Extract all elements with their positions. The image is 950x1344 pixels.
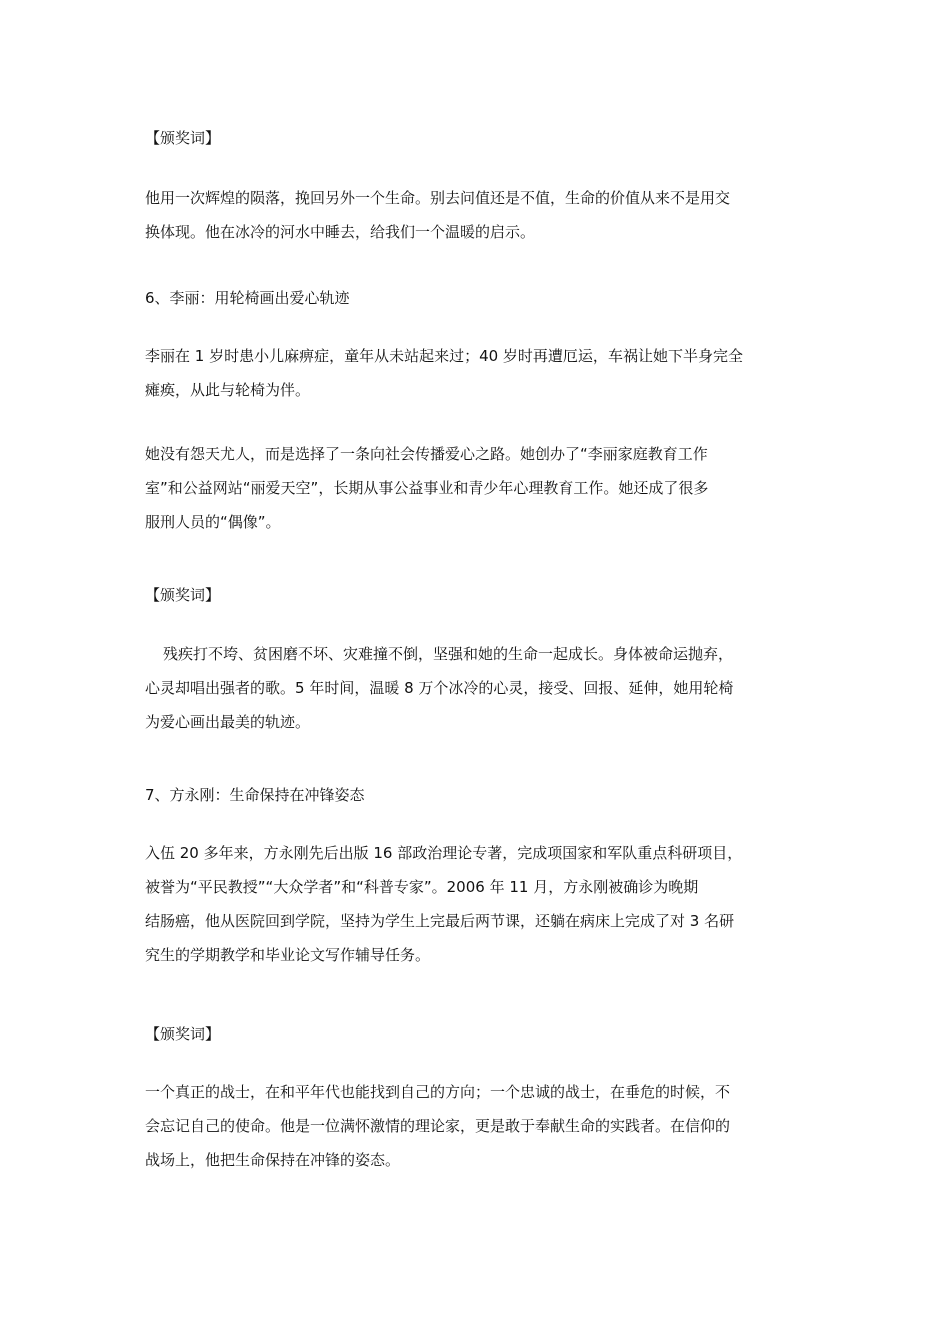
award-heading-1: 【颁奖词】 <box>145 129 221 147</box>
section-6-para-2: 她没有怨天尤人，而是选择了一条向社会传播爱心之路。她创办了“李丽家庭教育工作 室”和公益网站“丽爱天空”，长期从事公益事业和青少年心理教育工作。她还成了很多 服刑人员的“偶像”。 <box>145 445 709 531</box>
award-heading-3: 【颁奖词】 <box>145 1025 221 1043</box>
section-title-7: 7、方永刚：生命保持在冲锋姿态 <box>145 786 365 804</box>
award-text-1: 他用一次辉煌的陨落，挽回另外一个生命。别去问值还是不值，生命的价值从来不是用交 换体现。他在冰冷的河水中睡去，给我们一个温暖的启示。 <box>145 189 731 241</box>
section-title-6: 6、李丽：用轮椅画出爱心轨迹 <box>145 289 350 307</box>
section-7-para-1: 入伍 20 多年来，方永刚先后出版 16 部政治理论专著，完成项国家和军队重点科研项目， 被誉为“平民教授”“大众学者”和“科普专家”。2006 年 11 月，方永刚被确诊为晚期 结肠癌，他从医院回到学院，坚持为学生上完最后两节课，还躺在病床上完成了对 3 名研 究生的学期教学和毕业论文写作辅导任务。 <box>145 844 743 964</box>
section-6-para-1: 李丽在 1 岁时患小儿麻痹症，童年从未站起来过；40 岁时再遭厄运，车祸让她下半身完全 瘫痪，从此与轮椅为伴。 <box>145 347 743 399</box>
award-text-2: 残疾打不垮、贫困磨不坏、灾难撞不倒，坚强和她的生命一起成长。身体被命运抛弃， 心灵却唱出强者的歌。5 年时间，温暖 8 万个冰冷的心灵，接受、回报、延伸，她用轮椅 为爱心画出最美的轨迹。 <box>145 645 734 731</box>
award-heading-2: 【颁奖词】 <box>145 586 221 604</box>
award-text-3: 一个真正的战士，在和平年代也能找到自己的方向；一个忠诚的战士，在垂危的时候，不 会忘记自己的使命。他是一位满怀激情的理论家，更是敢于奉献生命的实践者。在信仰的 战场上，他把生命保持在冲锋的姿态。 <box>145 1083 731 1169</box>
